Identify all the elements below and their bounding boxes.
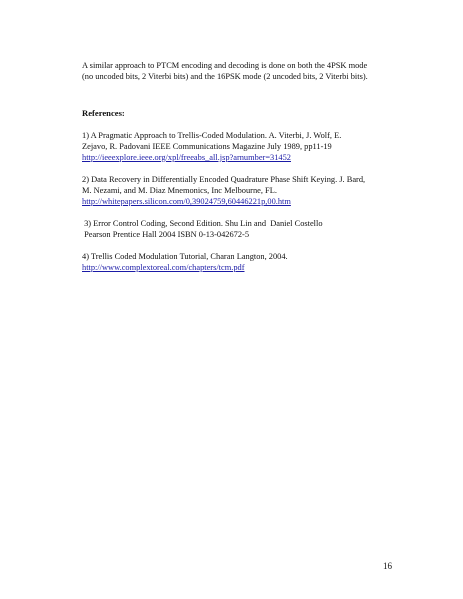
page-number: 16 (383, 561, 392, 571)
reference-2-link[interactable]: http://whitepapers.silicon.com/0,39024759,60446221p,00.htm (82, 197, 291, 206)
reference-4-link-line (82, 262, 245, 273)
reference-3-line-1: 3) Error Control Coding, Second Edition. Shu Lin and Daniel Costello (82, 219, 323, 228)
reference-4-line-1: 4) Trellis Coded Modulation Tutorial, Charan Langton, 2004. (82, 252, 288, 261)
intro-line-1: A similar approach to PTCM encoding and decoding is done on both the 4PSK mode (82, 61, 368, 70)
reference-3-line-2: Pearson Prentice Hall 2004 ISBN 0-13-042672-5 (82, 230, 250, 239)
reference-2-line-2: M. Nezami, and M. Diaz Mnemonics, Inc Melbourne, FL. (82, 186, 277, 195)
reference-1-link-line (82, 152, 291, 163)
reference-4-link[interactable]: http://www.complextoreal.com/chapters/tcm.pdf (82, 263, 245, 272)
reference-1-link[interactable]: http://ieeexplore.ieee.org/xpl/freeabs_all.jsp?arnumber=31452 (82, 153, 291, 162)
reference-1-line-2: Zejavo, R. Padovani IEEE Communications Magazine July 1989, pp11-19 (82, 142, 332, 151)
references-heading: References: (82, 108, 125, 118)
reference-2-line-1: 2) Data Recovery in Differentially Encoded Quadrature Phase Shift Keying. J. Bard, (82, 175, 366, 184)
reference-2-link-line (82, 196, 291, 207)
intro-line-2: (no uncoded bits, 2 Viterbi bits) and the 16PSK mode (2 uncoded bits, 2 Viterbi bits). (82, 72, 368, 81)
reference-1-line-1: 1) A Pragmatic Approach to Trellis-Coded Modulation. A. Viterbi, J. Wolf, E. (82, 131, 342, 140)
